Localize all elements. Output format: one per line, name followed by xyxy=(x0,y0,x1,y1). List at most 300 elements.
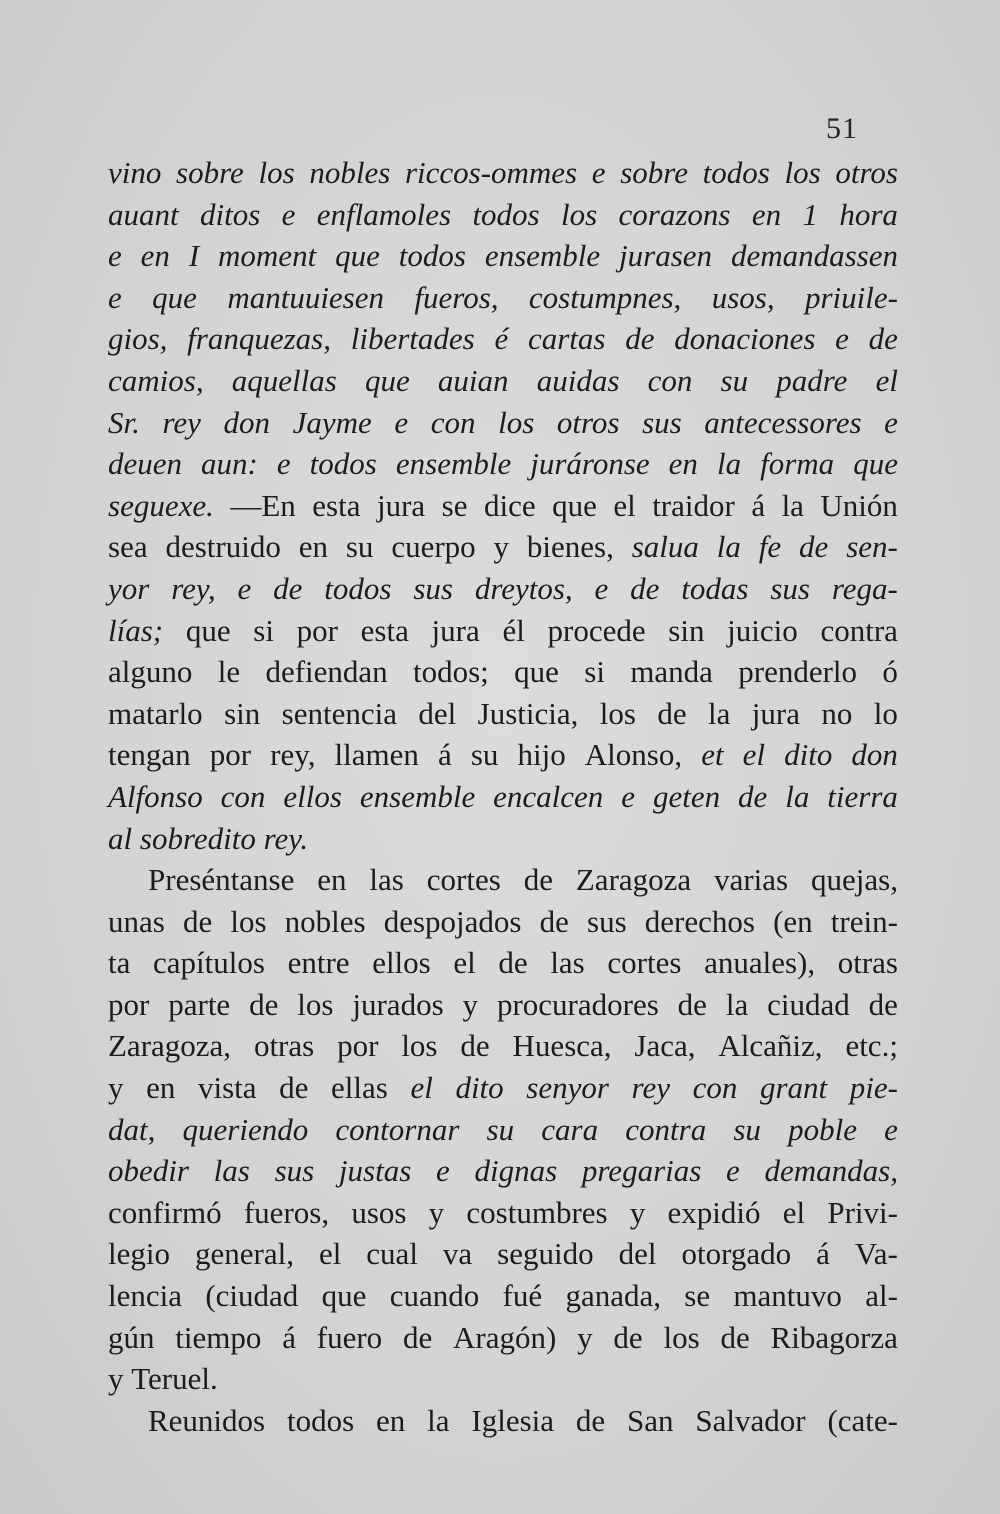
word: los xyxy=(297,986,334,1022)
word: que xyxy=(364,362,410,398)
word: que xyxy=(152,279,197,315)
word: los xyxy=(230,903,267,939)
word: el xyxy=(453,945,476,981)
word: de xyxy=(460,1028,490,1064)
word: cortes xyxy=(607,945,682,981)
word: jura xyxy=(751,695,800,731)
word: gún xyxy=(108,1319,155,1355)
word: se xyxy=(441,487,468,523)
word: todos xyxy=(324,570,392,606)
word: el xyxy=(613,487,636,523)
word: ellos xyxy=(372,945,431,981)
word: e xyxy=(591,155,606,190)
word: tierra xyxy=(827,778,898,814)
word: nobles xyxy=(309,155,391,190)
word: al xyxy=(108,820,140,856)
word: (en xyxy=(773,903,813,939)
word: defiendan xyxy=(265,654,388,690)
word: la xyxy=(716,529,741,565)
word: ganada, xyxy=(565,1278,661,1314)
word: en xyxy=(146,1070,176,1106)
word: ta xyxy=(108,945,131,981)
word: su xyxy=(720,362,749,398)
word: ensemble xyxy=(359,778,476,814)
word: fueros, xyxy=(243,1194,330,1230)
word: ellos xyxy=(283,778,342,814)
word: llamen xyxy=(334,737,419,773)
word: sen- xyxy=(846,529,898,565)
text-line xyxy=(108,194,898,236)
word: cartas xyxy=(527,321,606,357)
word: Jaca, xyxy=(634,1028,696,1064)
word: al- xyxy=(865,1278,898,1314)
word: todos xyxy=(309,446,377,482)
word: de xyxy=(625,321,655,357)
word: rey xyxy=(631,1070,670,1106)
word: fueros, xyxy=(414,279,499,315)
word: donaciones xyxy=(674,321,816,357)
word: el xyxy=(410,1070,433,1106)
word: Iglesia xyxy=(471,1402,555,1438)
word: que xyxy=(185,612,231,648)
word: quejas, xyxy=(811,862,898,898)
word: dreytos, xyxy=(474,570,573,606)
word: y xyxy=(629,1194,646,1230)
word: otros xyxy=(556,404,620,440)
word: sobredito xyxy=(139,820,264,856)
word: rey. xyxy=(263,820,309,856)
word: y xyxy=(462,986,479,1022)
word: de xyxy=(720,1319,750,1355)
word: por xyxy=(337,1028,379,1064)
word: costumpnes, xyxy=(528,279,682,315)
word: e xyxy=(108,238,122,274)
word: de xyxy=(657,695,687,731)
word: por xyxy=(108,986,150,1022)
word: —En xyxy=(230,487,296,523)
word: de xyxy=(613,1319,643,1355)
word: procede xyxy=(547,612,646,648)
word: antecessores xyxy=(704,404,862,440)
text-line xyxy=(108,1233,898,1275)
word: vino xyxy=(108,155,162,190)
word: su xyxy=(345,529,374,565)
word: fué xyxy=(502,1278,543,1314)
word: Unión xyxy=(820,487,898,523)
word: ensemble xyxy=(484,238,601,274)
word: 1 xyxy=(802,196,818,232)
word: de xyxy=(523,862,553,898)
word: corazons xyxy=(618,196,731,232)
word: priuile- xyxy=(804,279,898,315)
word: geten xyxy=(652,778,721,814)
word: que xyxy=(552,487,597,523)
word: e xyxy=(394,404,409,440)
word: prenderlo xyxy=(738,654,858,690)
word: trein- xyxy=(830,903,898,939)
word: y xyxy=(108,1361,132,1397)
word: legio xyxy=(108,1236,170,1272)
word: á xyxy=(751,487,766,523)
word: y xyxy=(108,1070,124,1106)
word: otros xyxy=(835,155,898,190)
word: pie- xyxy=(849,1070,898,1106)
word: cuerpo xyxy=(391,529,476,565)
text-line xyxy=(108,1192,898,1234)
word: Alfonso xyxy=(108,778,203,814)
word: de xyxy=(575,1402,606,1438)
word: poble xyxy=(788,1111,857,1147)
word: gios, xyxy=(108,321,168,357)
word: ellas xyxy=(331,1070,388,1106)
word: e xyxy=(276,446,291,482)
word: sobre xyxy=(176,155,244,190)
word: rey, xyxy=(270,737,316,773)
word: hijo xyxy=(517,737,566,773)
word: e xyxy=(835,321,849,357)
text-line xyxy=(108,402,898,444)
text-line xyxy=(108,818,898,860)
word: I xyxy=(188,238,200,274)
word: don xyxy=(851,737,898,773)
word: todos xyxy=(286,1402,355,1438)
word: en xyxy=(751,196,782,232)
word: de xyxy=(182,903,213,939)
word: dito xyxy=(784,737,833,773)
word: su xyxy=(733,1111,761,1147)
word: de xyxy=(630,570,660,606)
word: seguexe. xyxy=(108,487,214,523)
word: encalcen xyxy=(493,778,604,814)
word: etc.; xyxy=(845,1028,898,1064)
word: sus xyxy=(770,570,810,606)
word: de xyxy=(738,778,768,814)
word: Sr. xyxy=(108,404,140,440)
word: Alonso, xyxy=(584,737,683,773)
word: et xyxy=(701,737,724,773)
word: con xyxy=(430,404,476,440)
word: los xyxy=(663,1319,700,1355)
word: Alcañiz, xyxy=(718,1028,823,1064)
word: demandassen xyxy=(730,238,898,274)
word: expidió xyxy=(667,1194,761,1230)
word: usos, xyxy=(711,279,775,315)
word: Justicia, xyxy=(477,695,579,731)
word: por xyxy=(209,737,252,773)
text-line xyxy=(108,693,898,735)
word: contra xyxy=(625,1111,707,1147)
word: va xyxy=(442,1236,473,1272)
word: del xyxy=(618,1236,657,1272)
word: deuen xyxy=(108,446,183,482)
word: vista xyxy=(197,1070,257,1106)
text-line xyxy=(108,734,898,776)
word: de xyxy=(498,945,528,981)
word: ensemble xyxy=(395,446,512,482)
text-line xyxy=(108,984,898,1026)
text-line xyxy=(108,1275,898,1317)
word: padre xyxy=(776,362,848,398)
word: juráronse xyxy=(530,446,650,482)
word: obedir xyxy=(108,1153,189,1189)
word: aun: xyxy=(201,446,258,482)
word: varias xyxy=(714,862,789,898)
word: camios, xyxy=(108,362,204,398)
word: del xyxy=(418,695,457,731)
word: las xyxy=(213,1153,250,1189)
word: alguno xyxy=(108,654,193,690)
word: ó xyxy=(882,654,898,690)
word: las xyxy=(369,862,404,898)
word: cortes xyxy=(426,862,501,898)
text-line xyxy=(108,610,898,652)
word: los xyxy=(401,1028,438,1064)
word: todos xyxy=(398,238,466,274)
word: Va- xyxy=(854,1236,898,1272)
text-line xyxy=(108,776,898,818)
word: Reunidos xyxy=(148,1402,266,1438)
word: ditos xyxy=(199,196,261,232)
word: jurasen xyxy=(619,238,713,274)
word: en xyxy=(298,529,328,565)
text-line xyxy=(108,901,898,943)
word: de xyxy=(279,1070,309,1106)
word: seguido xyxy=(497,1236,594,1272)
word: manda xyxy=(630,654,713,690)
word: despojados xyxy=(383,903,522,939)
word: libertades xyxy=(350,321,475,357)
word: usos xyxy=(351,1194,407,1230)
word: sin xyxy=(668,612,705,648)
word: las xyxy=(550,945,585,981)
word: y xyxy=(428,1194,445,1230)
word: Ribagorza xyxy=(770,1319,898,1355)
word: fe xyxy=(758,529,782,565)
text-line xyxy=(108,859,898,901)
word: contra xyxy=(820,612,898,648)
text-line xyxy=(108,1358,898,1400)
word: Zaragoza, xyxy=(108,1028,232,1064)
word: á xyxy=(816,1236,830,1272)
word: en xyxy=(140,238,170,274)
word: de xyxy=(249,986,279,1022)
word: juicio xyxy=(727,612,798,648)
word: que xyxy=(853,446,898,482)
word: contornar xyxy=(335,1111,460,1147)
word: todos; xyxy=(413,654,489,690)
page-number: 51 xyxy=(826,112,858,145)
word: lías; xyxy=(108,612,164,648)
word: mantuvo xyxy=(733,1278,842,1314)
word: tengan xyxy=(108,737,191,773)
word: é xyxy=(494,321,509,357)
word: dito xyxy=(455,1070,504,1106)
text-line xyxy=(108,360,898,402)
word: Salvador xyxy=(695,1402,806,1438)
word: fuero xyxy=(316,1319,383,1355)
word: á xyxy=(437,737,452,773)
word: unas xyxy=(108,903,165,939)
body-text xyxy=(108,152,898,1441)
word: pregarias xyxy=(581,1153,702,1189)
word: enflamoles xyxy=(316,196,452,232)
word: queriendo xyxy=(182,1111,309,1147)
word: á xyxy=(282,1319,296,1355)
word: demandas, xyxy=(764,1153,898,1189)
word: capítulos xyxy=(153,945,265,981)
word: derechos xyxy=(644,903,755,939)
word: le xyxy=(217,654,241,690)
word: matarlo xyxy=(108,695,203,731)
word: que xyxy=(514,654,559,690)
word: que xyxy=(321,1278,367,1314)
word: justas xyxy=(338,1153,412,1189)
word: se xyxy=(684,1278,711,1314)
word: e xyxy=(594,570,609,606)
word: general, xyxy=(194,1236,294,1272)
word: e xyxy=(726,1153,740,1189)
word: riccos-ommes xyxy=(404,155,578,190)
word: rey xyxy=(162,404,201,440)
word: forma xyxy=(760,446,835,482)
word: de xyxy=(539,903,569,939)
word: sus xyxy=(642,404,682,440)
text-line xyxy=(108,235,898,277)
word: todos xyxy=(472,196,540,232)
word: hora xyxy=(839,196,898,232)
word: la xyxy=(785,778,810,814)
word: si xyxy=(584,654,605,690)
word: Privi- xyxy=(827,1194,898,1230)
word: todas xyxy=(681,570,749,606)
word: que xyxy=(335,238,380,274)
word: e xyxy=(237,570,252,606)
text-line xyxy=(108,318,898,360)
word: la xyxy=(725,986,749,1022)
word: e xyxy=(884,1111,898,1147)
word: en xyxy=(668,446,698,482)
word: él xyxy=(502,612,525,648)
word: de xyxy=(677,986,707,1022)
word: el xyxy=(875,362,898,398)
word: en xyxy=(376,1402,406,1438)
word: ciudad xyxy=(767,986,850,1022)
text-line xyxy=(108,443,898,485)
word: entre xyxy=(287,945,350,981)
word: e xyxy=(436,1153,450,1189)
word: Aragón) xyxy=(453,1319,557,1355)
word: confirmó xyxy=(108,1194,222,1230)
text-line xyxy=(108,1067,898,1109)
word: y xyxy=(493,529,510,565)
word: lencia xyxy=(108,1278,183,1314)
word: jura xyxy=(376,487,426,523)
text-line xyxy=(108,1150,898,1192)
word: con xyxy=(647,362,693,398)
word: nobles xyxy=(284,903,366,939)
word: Zaragoza xyxy=(575,862,692,898)
text-line xyxy=(108,1317,898,1359)
word: grant xyxy=(759,1070,828,1106)
word: los xyxy=(784,155,821,190)
text-line xyxy=(108,277,898,319)
word: y xyxy=(577,1319,593,1355)
word: Huesca, xyxy=(512,1028,612,1064)
word: de xyxy=(273,570,303,606)
word: el xyxy=(318,1236,342,1272)
word: sus xyxy=(413,570,453,606)
text-line xyxy=(108,1109,898,1151)
word: aquellas xyxy=(231,362,337,398)
word: sin xyxy=(224,695,261,731)
word: cara xyxy=(541,1111,599,1147)
word: destruido xyxy=(165,529,281,565)
word: San xyxy=(627,1402,674,1438)
text-line xyxy=(108,651,898,693)
word: lo xyxy=(873,695,898,731)
word: auian xyxy=(437,362,509,398)
word: el xyxy=(742,737,766,773)
word: los xyxy=(599,695,636,731)
word: su xyxy=(470,737,499,773)
word: Teruel. xyxy=(131,1361,218,1397)
word: no xyxy=(821,695,853,731)
word: los xyxy=(560,196,598,232)
word: parte xyxy=(168,986,231,1022)
word: don xyxy=(223,404,271,440)
word: de xyxy=(868,321,898,357)
word: dice xyxy=(483,487,536,523)
text-line xyxy=(108,1025,898,1067)
word: sus xyxy=(587,903,627,939)
text-line xyxy=(108,152,898,194)
word: rey, xyxy=(171,570,216,606)
word: e xyxy=(884,404,898,440)
word: cual xyxy=(366,1236,418,1272)
word: todos xyxy=(702,155,770,190)
word: en xyxy=(317,862,347,898)
word: la xyxy=(427,1402,450,1438)
word: costumbres xyxy=(466,1194,608,1230)
text-line xyxy=(108,526,898,568)
word: yor xyxy=(108,570,150,606)
word: otorgado xyxy=(681,1236,792,1272)
word: otras xyxy=(837,945,898,981)
text-line xyxy=(108,1400,898,1442)
word: moment xyxy=(218,238,317,274)
word: por xyxy=(296,612,338,648)
word: los xyxy=(258,155,295,190)
word: de xyxy=(799,529,829,565)
word: cuando xyxy=(389,1278,480,1314)
word: (cate- xyxy=(827,1402,898,1438)
word: tiempo xyxy=(175,1319,262,1355)
word: su xyxy=(486,1111,515,1147)
word: jurados xyxy=(352,986,444,1022)
word: la xyxy=(781,487,804,523)
word: franquezas, xyxy=(187,321,331,357)
word: anuales), xyxy=(704,945,816,981)
word: sentencia xyxy=(281,695,397,731)
word: sus xyxy=(274,1153,315,1189)
word: e xyxy=(281,196,296,232)
word: el xyxy=(782,1194,806,1230)
word: esta xyxy=(360,612,409,648)
word: auidas xyxy=(536,362,620,398)
word: jura xyxy=(431,612,480,648)
word: de xyxy=(868,986,898,1022)
word: dignas xyxy=(474,1153,558,1189)
